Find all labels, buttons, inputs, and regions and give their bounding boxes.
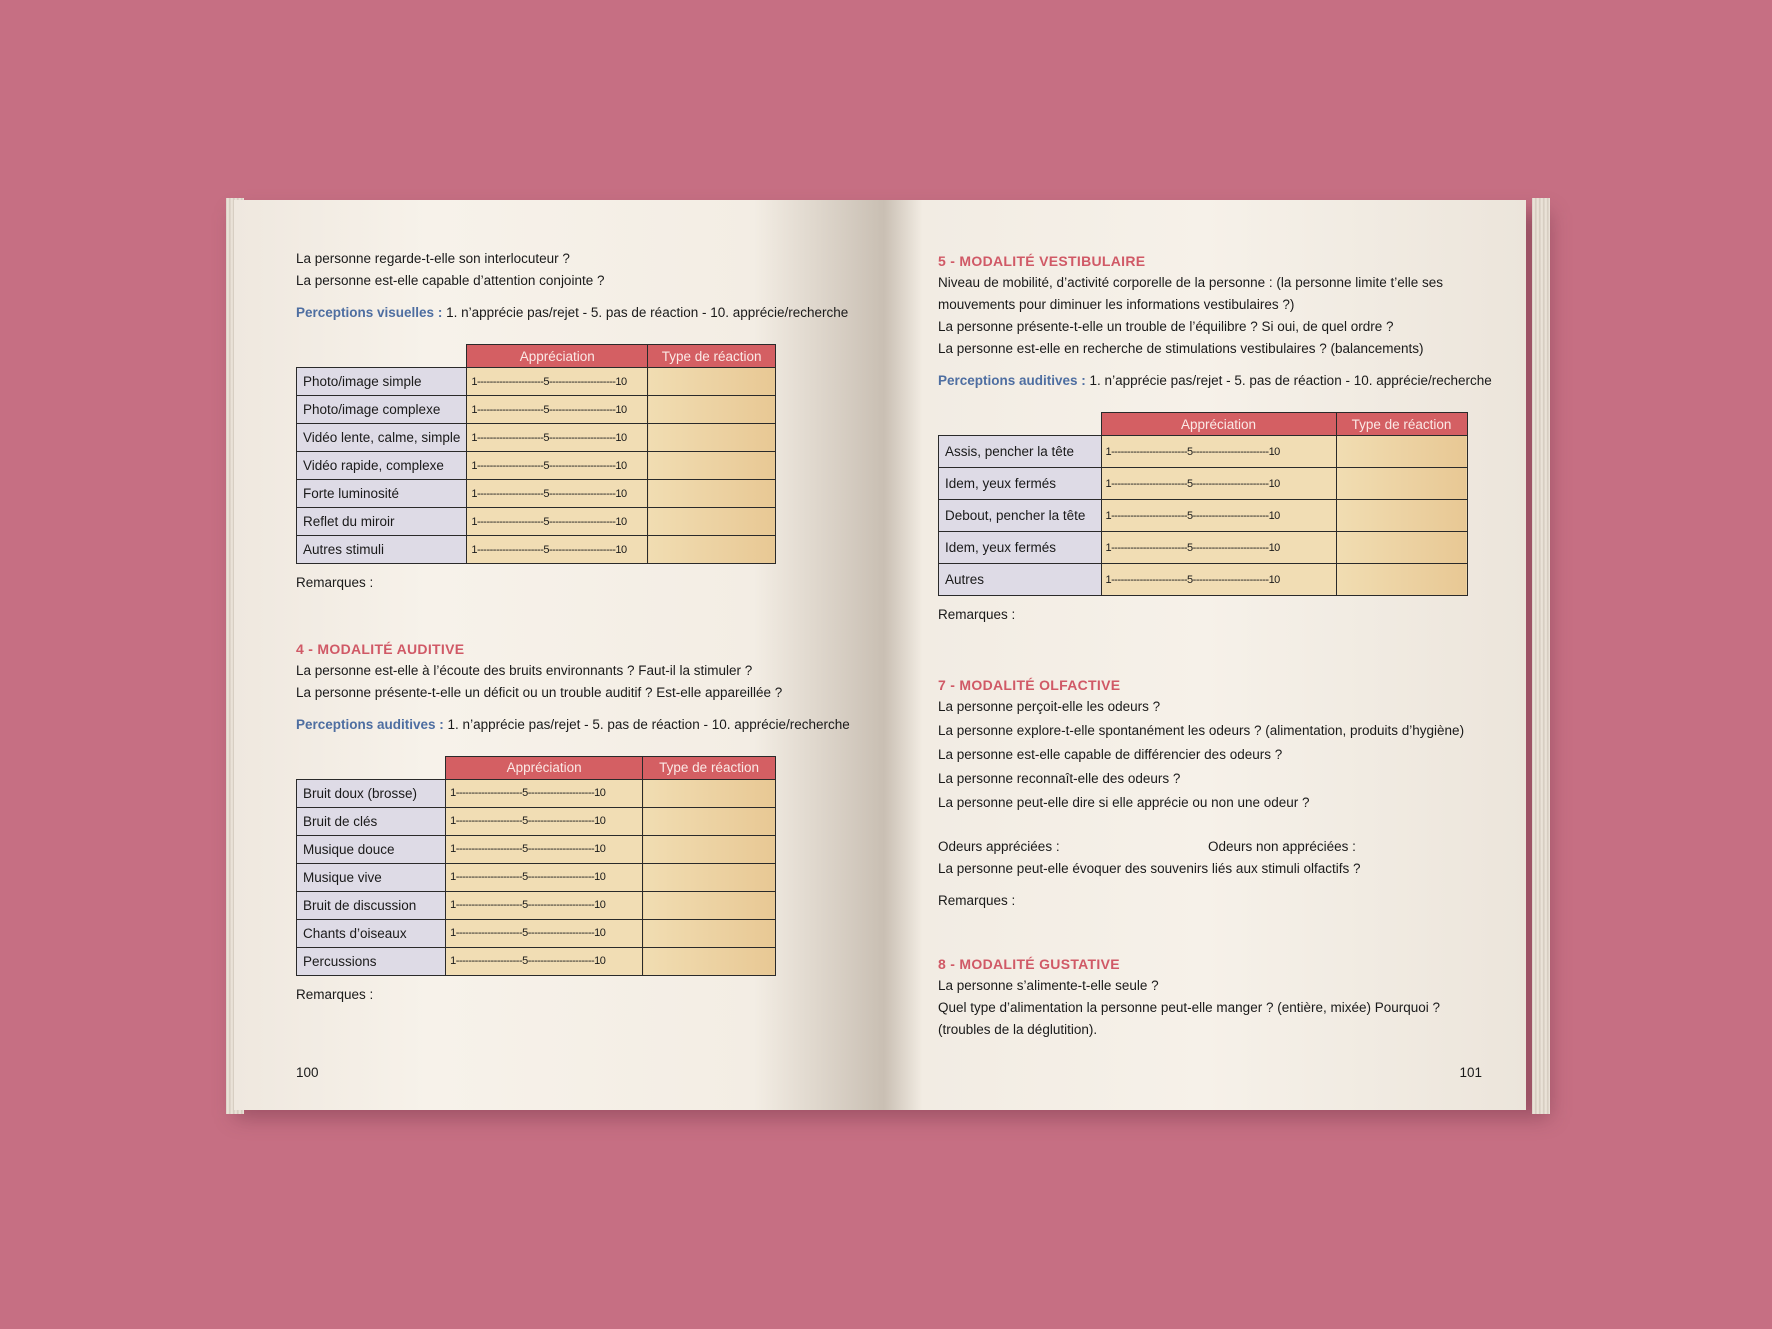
scale-legend: 1. n’apprécie pas/rejet - 5. pas de réaction - 10. apprécie/recherche (443, 716, 850, 732)
auditory-perceptions-scale (296, 714, 850, 736)
reaction-type-cell[interactable] (643, 807, 776, 835)
table-row (297, 835, 776, 863)
table-row (297, 452, 776, 480)
row-label: Vidéo lente, calme, simple (297, 424, 467, 452)
rating-scale[interactable]: 1------------------------5------------------------10 (1101, 500, 1336, 532)
scale-legend: 1. n’apprécie pas/rejet - 5. pas de réaction - 10. apprécie/recherche (1085, 373, 1492, 388)
row-label: Autres stimuli (297, 536, 467, 564)
reaction-type-cell[interactable] (643, 891, 776, 919)
question-line: La personne peut-elle évoquer des souvenirs liés aux stimuli olfactifs ? (938, 860, 1361, 876)
row-label: Vidéo rapide, complexe (297, 452, 467, 480)
vestibular-perceptions-scale (938, 370, 1492, 392)
table-row (297, 919, 776, 947)
scale-legend: 1. n’apprécie pas/rejet - 5. pas de réaction - 10. apprécie/recherche (442, 305, 849, 320)
open-book (226, 198, 1550, 1114)
reaction-type-cell[interactable] (643, 947, 776, 975)
reaction-type-cell[interactable] (648, 424, 776, 452)
column-header-reaction-type: Type de réaction (643, 756, 776, 779)
row-label: Reflet du miroir (297, 508, 467, 536)
row-label: Photo/image simple (297, 368, 467, 396)
table-row (297, 480, 776, 508)
column-header-reaction-type: Type de réaction (1336, 413, 1467, 436)
reaction-type-cell[interactable] (1336, 500, 1467, 532)
table-row (939, 564, 1468, 596)
visual-perceptions-table (296, 344, 776, 564)
reaction-type-cell[interactable] (1336, 436, 1467, 468)
reaction-type-cell[interactable] (648, 452, 776, 480)
row-label: Autres (939, 564, 1102, 596)
question-line: La personne est-elle à l’écoute des bruits environnants ? Faut-il la stimuler ? (296, 662, 753, 678)
section-title-olfactive: 7 - MODALITÉ OLFACTIVE (938, 676, 1121, 693)
rating-scale[interactable]: 1------------------------5------------------------10 (1101, 564, 1336, 596)
row-label: Bruit de clés (297, 807, 446, 835)
intro-line: La personne est-elle capable d’attention conjointe ? (296, 273, 605, 288)
table-row (297, 396, 776, 424)
remarks-label: Remarques : (296, 575, 374, 590)
remarks-label: Remarques : (938, 607, 1016, 622)
reaction-type-cell[interactable] (643, 919, 776, 947)
auditory-perceptions-table (296, 756, 776, 976)
row-label: Musique douce (297, 835, 446, 863)
reaction-type-cell[interactable] (1336, 564, 1467, 596)
rating-scale[interactable]: 1---------------------5---------------------10 (467, 536, 648, 564)
table-row (939, 532, 1468, 564)
row-label: Forte luminosité (297, 480, 467, 508)
section-title-vestibulaire: 5 - MODALITÉ VESTIBULAIRE (938, 253, 1146, 269)
rating-scale[interactable]: 1---------------------5---------------------10 (446, 947, 643, 975)
rating-scale[interactable]: 1------------------------5------------------------10 (1101, 468, 1336, 500)
table-row (297, 424, 776, 452)
row-label: Bruit doux (brosse) (297, 779, 446, 807)
table-row (297, 891, 776, 919)
perceptions-label: Perceptions auditives : (938, 373, 1086, 388)
column-header-appreciation: Appréciation (1101, 413, 1336, 436)
reaction-type-cell[interactable] (1336, 468, 1467, 500)
right-page (884, 200, 1526, 1110)
left-page (234, 200, 884, 1110)
rating-scale[interactable]: 1---------------------5---------------------10 (467, 368, 648, 396)
reaction-type-cell[interactable] (643, 863, 776, 891)
question-line: (troubles de la déglutition). (938, 1022, 1098, 1037)
page-number: 101 (1459, 1065, 1482, 1080)
question-line: mouvements pour diminuer les informations vestibulaires ?) (938, 297, 1295, 312)
reaction-type-cell[interactable] (648, 396, 776, 424)
rating-scale[interactable]: 1---------------------5---------------------10 (467, 480, 648, 508)
question-line: La personne explore-t-elle spontanément les odeurs ? (alimentation, produits d’hygiène) (938, 722, 1465, 738)
row-label: Idem, yeux fermés (939, 468, 1102, 500)
table-row (297, 807, 776, 835)
rating-scale[interactable]: 1---------------------5---------------------10 (467, 452, 648, 480)
question-line: La personne reconnaît-elle des odeurs ? (938, 770, 1181, 786)
row-label: Bruit de discussion (297, 891, 446, 919)
question-line: La personne présente-t-elle un trouble de l’équilibre ? Si oui, de quel ordre ? (938, 319, 1394, 334)
question-line: La personne est-elle en recherche de stimulations vestibulaires ? (balancements) (938, 341, 1424, 356)
page-number: 100 (296, 1065, 319, 1080)
column-header-appreciation: Appréciation (446, 756, 643, 779)
left-page-content (296, 248, 850, 1019)
reaction-type-cell[interactable] (1336, 532, 1467, 564)
table-row (297, 947, 776, 975)
liked-odors-label: Odeurs appréciées : (938, 838, 1060, 854)
row-label: Assis, pencher la tête (939, 436, 1102, 468)
visual-perceptions-label: Perceptions visuelles : (296, 305, 443, 320)
table-row (297, 779, 776, 807)
column-header-appreciation: Appréciation (467, 345, 648, 368)
table-row (939, 436, 1468, 468)
disliked-odors-label: Odeurs non appréciées : (1208, 838, 1356, 854)
row-label: Percussions (297, 947, 446, 975)
reaction-type-cell[interactable] (648, 508, 776, 536)
reaction-type-cell[interactable] (648, 368, 776, 396)
odor-preferences (938, 836, 1488, 858)
rating-scale[interactable]: 1---------------------5---------------------10 (467, 508, 648, 536)
table-row (297, 508, 776, 536)
question-line: La personne perçoit-elle les odeurs ? (938, 698, 1161, 714)
question-line: Quel type d’alimentation la personne peut-elle manger ? (entière, mixée) Pourquoi ? (938, 1000, 1441, 1015)
remarks-label: Remarques : (296, 986, 374, 1002)
table-row (939, 468, 1468, 500)
vestibular-perceptions-table (938, 412, 1468, 596)
rating-scale[interactable]: 1------------------------5------------------------10 (1101, 532, 1336, 564)
rating-scale[interactable]: 1---------------------5---------------------10 (446, 891, 643, 919)
right-page-content (938, 246, 1492, 1041)
row-label: Chants d’oiseaux (297, 919, 446, 947)
auditory-perceptions-label: Perceptions auditives : (296, 716, 444, 732)
rating-scale[interactable]: 1---------------------5---------------------10 (446, 919, 643, 947)
table-row (297, 536, 776, 564)
question-line: La personne s’alimente-t-elle seule ? (938, 978, 1159, 993)
rating-scale[interactable]: 1---------------------5---------------------10 (446, 779, 643, 807)
rating-scale[interactable]: 1---------------------5---------------------10 (446, 835, 643, 863)
row-label: Idem, yeux fermés (939, 532, 1102, 564)
row-label: Musique vive (297, 863, 446, 891)
rating-scale[interactable]: 1---------------------5---------------------10 (467, 424, 648, 452)
reaction-type-cell[interactable] (643, 835, 776, 863)
page-edges-right (1532, 198, 1550, 1114)
rating-scale[interactable]: 1---------------------5---------------------10 (446, 807, 643, 835)
column-header-reaction-type: Type de réaction (648, 345, 776, 368)
rating-scale[interactable]: 1------------------------5------------------------10 (1101, 436, 1336, 468)
intro-line: La personne regarde-t-elle son interlocuteur ? (296, 251, 570, 266)
table-row (297, 368, 776, 396)
row-label: Debout, pencher la tête (939, 500, 1102, 532)
rating-scale[interactable]: 1---------------------5---------------------10 (467, 396, 648, 424)
table-row (939, 500, 1468, 532)
question-line: La personne peut-elle dire si elle apprécie ou non une odeur ? (938, 794, 1310, 810)
visual-perceptions-scale (296, 302, 849, 324)
question-line: La personne présente-t-elle un déficit ou un trouble auditif ? Est-elle appareillée ? (296, 684, 783, 700)
section-title-auditive: 4 - MODALITÉ AUDITIVE (296, 640, 465, 657)
table-row (297, 863, 776, 891)
reaction-type-cell[interactable] (648, 480, 776, 508)
question-line: Niveau de mobilité, d’activité corporelle de la personne : (la personne limite t’elle ses (938, 275, 1444, 290)
reaction-type-cell[interactable] (643, 779, 776, 807)
question-line: La personne est-elle capable de différencier des odeurs ? (938, 746, 1283, 762)
remarks-label: Remarques : (938, 892, 1016, 908)
rating-scale[interactable]: 1---------------------5---------------------10 (446, 863, 643, 891)
section-title-gustative: 8 - MODALITÉ GUSTATIVE (938, 956, 1120, 972)
reaction-type-cell[interactable] (648, 536, 776, 564)
row-label: Photo/image complexe (297, 396, 467, 424)
